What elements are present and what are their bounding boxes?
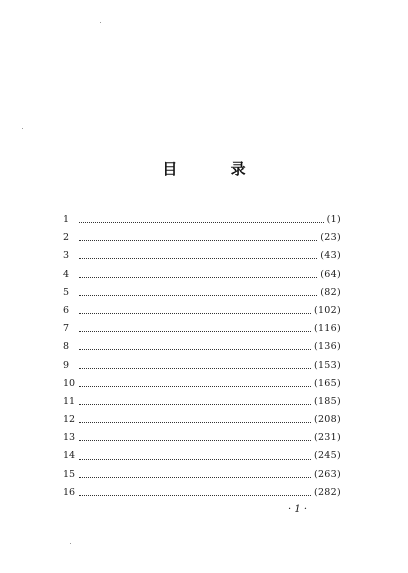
dot-leader	[79, 294, 317, 296]
toc-entry-page: (1)	[326, 214, 341, 225]
toc-entry	[63, 411, 341, 429]
dot-leader	[79, 403, 311, 405]
toc-entry	[63, 447, 341, 465]
toc-entry-number: 9	[63, 359, 70, 371]
dot-leader	[79, 439, 311, 441]
toc-entry-number: 13	[63, 432, 76, 444]
toc-entry-page: (208)	[313, 414, 341, 426]
scan-speck	[100, 22, 101, 23]
toc-entry-page: (231)	[313, 432, 341, 444]
toc-entry	[63, 247, 341, 265]
toc-entry	[63, 375, 341, 393]
toc-entry-number: 14	[63, 450, 76, 462]
toc-entry-number: 1	[63, 214, 70, 225]
toc-entry	[63, 302, 341, 320]
toc-entry-number: 2	[63, 232, 70, 244]
toc-entry	[63, 266, 341, 284]
toc-entry-number: 5	[63, 286, 70, 298]
toc-entry-page: (185)	[313, 395, 341, 407]
dot-leader	[79, 494, 311, 496]
dot-leader	[79, 421, 311, 423]
dot-leader	[79, 257, 317, 259]
dot-leader	[79, 458, 311, 460]
toc-entry-number: 4	[63, 268, 70, 280]
scan-speck	[22, 128, 23, 129]
toc-entry	[63, 429, 341, 447]
toc-entry	[63, 229, 341, 247]
toc-entry-number: 8	[63, 341, 70, 353]
dot-leader	[79, 239, 317, 241]
dot-leader	[79, 348, 311, 350]
toc-entry-number: 10	[63, 377, 76, 389]
page-number: · 1 ·	[288, 504, 308, 515]
dot-leader	[79, 476, 311, 478]
toc-entry	[63, 484, 341, 502]
dot-leader	[79, 276, 317, 278]
toc-entry-number: 11	[63, 395, 76, 407]
toc-entry	[63, 211, 341, 229]
table-of-contents	[63, 211, 341, 502]
toc-entry	[63, 320, 341, 338]
toc-entry-page: (245)	[313, 450, 341, 462]
toc-entry	[63, 393, 341, 411]
toc-entry-page: (82)	[320, 286, 341, 298]
toc-entry	[63, 284, 341, 302]
dot-leader	[79, 221, 324, 223]
page-title: 目 录	[162, 160, 270, 178]
toc-entry-page: (282)	[313, 486, 341, 498]
dot-leader	[79, 312, 311, 314]
toc-entry-page: (43)	[320, 250, 341, 262]
toc-entry-page: (165)	[313, 377, 341, 389]
toc-entry-number: 3	[63, 250, 70, 262]
toc-entry	[63, 338, 341, 356]
toc-entry	[63, 357, 341, 375]
dot-leader	[79, 385, 311, 387]
toc-entry	[63, 466, 341, 484]
dot-leader	[79, 330, 311, 332]
toc-entry-page: (102)	[313, 304, 341, 316]
toc-entry-number: 6	[63, 304, 70, 316]
toc-entry-page: (136)	[313, 341, 341, 353]
toc-entry-number: 12	[63, 414, 76, 426]
toc-entry-page: (153)	[313, 359, 341, 371]
toc-entry-page: (116)	[313, 323, 341, 335]
toc-entry-page: (23)	[320, 232, 341, 244]
dot-leader	[79, 367, 311, 369]
toc-entry-number: 15	[63, 468, 76, 480]
scan-speck	[70, 543, 71, 544]
toc-entry-page: (263)	[313, 468, 341, 480]
toc-entry-number: 7	[63, 323, 70, 335]
toc-entry-number: 16	[63, 486, 76, 498]
toc-entry-page: (64)	[320, 268, 341, 280]
